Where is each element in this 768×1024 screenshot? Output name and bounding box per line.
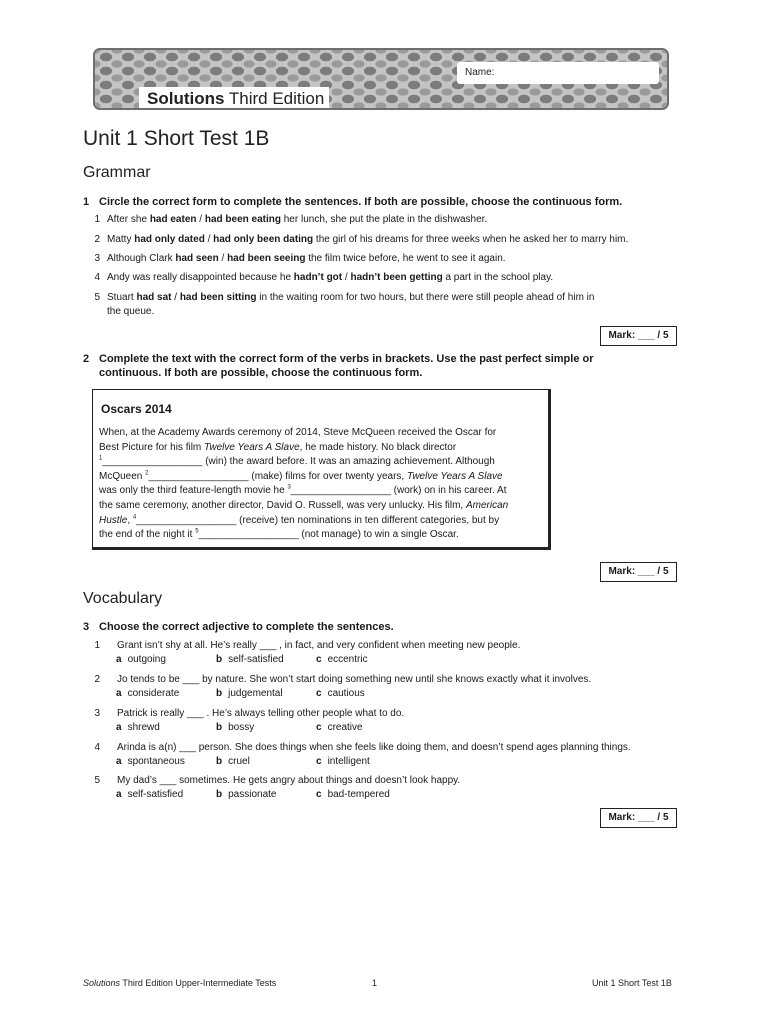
q3-item: [90, 673, 690, 703]
paragraph-line: Hustle, $^4$__________________ (receive) ten nominations in ten different categories, but by: [99, 514, 500, 526]
gap-number: 2: [145, 470, 149, 477]
option-a[interactable]: had sat: [136, 292, 172, 303]
item-text: Jo tends to be ___ by nature. She won’t start doing something new until she knows exactly what it involves.: [117, 674, 592, 685]
q3-item: [90, 639, 690, 669]
option-letter: a: [116, 688, 122, 699]
option-letter: a: [116, 756, 122, 767]
option-a[interactable]: [116, 653, 166, 667]
option-b[interactable]: had been eating: [204, 214, 281, 225]
paragraph-line: When, at the Academy Awards ceremony of 2014, Steve McQueen received the Oscar for: [99, 427, 497, 438]
item-text: Andy was really disappointed because he hadn’t got / hadn’t been getting a part in the school play.: [107, 272, 554, 283]
option-word: judgemental: [228, 688, 283, 699]
gap-number: 1: [99, 455, 103, 462]
oscars-paragraph: [99, 426, 539, 543]
solutions-logo: Solutions Third Edition: [147, 89, 325, 108]
option-letter: a: [116, 654, 122, 665]
option-b[interactable]: [216, 653, 284, 667]
grammar-heading: Grammar: [83, 164, 151, 181]
paragraph-line: McQueen $^2$__________________ (make) films for over twenty years, Twelve Years A Slave: [99, 470, 503, 482]
paragraph-line: the end of the night it $^5$__________________ (not manage) to win a single Oscar.: [99, 528, 459, 541]
q1-mark-box: Mark: ___ / 5: [600, 326, 677, 346]
option-a[interactable]: [116, 687, 179, 701]
option-word: bossy: [228, 722, 255, 733]
item-number: 1: [94, 640, 100, 651]
option-word: considerate: [127, 688, 180, 699]
option-word: self-satisfied: [228, 654, 284, 665]
option-letter: b: [216, 789, 223, 800]
option-a[interactable]: [116, 721, 160, 735]
option-letter: c: [316, 688, 322, 699]
option-word: eccentric: [327, 654, 368, 665]
option-a[interactable]: [116, 788, 183, 802]
option-b[interactable]: had only been dating: [213, 234, 314, 245]
option-word: bad-tempered: [327, 789, 390, 800]
option-a[interactable]: hadn’t got: [293, 272, 343, 283]
paragraph-line: $^1$__________________ (win) the award before. It was an amazing achievement. Although: [99, 455, 495, 468]
option-letter: a: [116, 789, 122, 800]
option-b[interactable]: [216, 788, 276, 802]
option-c[interactable]: [316, 755, 370, 769]
footer-left: Solutions Third Edition Upper-Intermediate Tests: [83, 978, 277, 988]
option-b[interactable]: had been seeing: [227, 253, 306, 264]
option-letter: b: [216, 756, 223, 767]
item-number: 3: [94, 253, 100, 264]
italic-title: Twelve Years A Slave: [406, 470, 503, 482]
italic-title: Hustle: [99, 514, 128, 526]
option-word: cautious: [327, 688, 365, 699]
name-label: Name:: [465, 67, 495, 78]
item-text: Arinda is a(n) ___ person. She does things when she feels like doing them, and doesn’t spend ages planning things.: [117, 742, 631, 753]
paragraph-line: the same ceremony, another director, David O. Russell, was very unlucky. His film, American: [99, 499, 509, 511]
item-text: Stuart had sat / had been sitting in the waiting room for two hours, but there were still people ahead of him in the queue.: [107, 292, 595, 317]
q3-item: [90, 774, 690, 804]
option-word: self-satisfied: [127, 789, 184, 800]
footer-page-number: 1: [372, 978, 378, 988]
q2-mark-box: Mark: ___ / 5: [600, 562, 677, 582]
option-letter: c: [316, 789, 322, 800]
q3-item: [90, 707, 690, 737]
item-text: Matty had only dated / had only been dating the girl of his dreams for three weeks when he asked her to marry him.: [107, 234, 629, 245]
option-word: creative: [327, 722, 363, 733]
option-word: shrewd: [127, 722, 160, 733]
italic-title: Twelve Years A Slave: [204, 441, 300, 453]
paragraph-line: was only the third feature-length movie he $^3$__________________ (work) on in his career. At: [99, 485, 507, 497]
gap-number: 3: [287, 485, 291, 492]
item-number: 4: [94, 272, 100, 283]
q3-item: [90, 741, 690, 771]
option-b[interactable]: [216, 687, 283, 701]
option-b[interactable]: hadn’t been getting: [350, 272, 443, 283]
gap-number: 5: [195, 528, 199, 535]
q3-mark-box: Mark: ___ / 5: [600, 808, 677, 828]
option-b[interactable]: [216, 755, 250, 769]
option-c[interactable]: [316, 687, 365, 701]
header-banner: [93, 48, 669, 110]
option-a[interactable]: had seen: [175, 253, 219, 264]
option-a[interactable]: [116, 755, 185, 769]
page-title: Unit 1 Short Test 1B: [83, 127, 270, 150]
option-letter: b: [216, 722, 223, 733]
option-c[interactable]: [316, 721, 363, 735]
item-text: Patrick is really ___ . He’s always telling other people what to do.: [117, 708, 405, 719]
item-number: 4: [94, 742, 100, 753]
item-number: 3: [94, 708, 100, 719]
option-b[interactable]: had been sitting: [179, 292, 257, 303]
option-letter: c: [316, 756, 322, 767]
item-text: After she had eaten / had been eating her lunch, she put the plate in the dishwasher.: [107, 214, 488, 225]
option-word: spontaneous: [127, 756, 185, 767]
item-text: Although Clark had seen / had been seeing the film twice before, he went to see it again.: [107, 253, 506, 264]
option-word: cruel: [228, 756, 250, 767]
footer-right: Unit 1 Short Test 1B: [592, 978, 672, 988]
option-letter: c: [316, 654, 322, 665]
item-number: 5: [94, 292, 100, 303]
item-text: Grant isn’t shy at all. He’s really ___ , in fact, and very confident when meeting new people.: [117, 640, 521, 651]
paragraph-line: Best Picture for his film Twelve Years A Slave, he made history. No black director: [99, 441, 457, 453]
option-word: outgoing: [127, 654, 166, 665]
item-number: 2: [94, 674, 100, 685]
option-c[interactable]: [316, 653, 368, 667]
option-a[interactable]: had eaten: [149, 214, 197, 225]
oscars-title: Oscars 2014: [101, 402, 172, 416]
option-word: intelligent: [327, 756, 370, 767]
item-number: 2: [94, 234, 100, 245]
vocabulary-heading: Vocabulary: [83, 590, 163, 607]
q1-item: [90, 291, 690, 321]
option-letter: b: [216, 654, 223, 665]
item-text: My dad’s ___ sometimes. He gets angry about things and doesn’t look happy.: [117, 775, 461, 786]
option-letter: b: [216, 688, 223, 699]
italic-title: American: [465, 499, 509, 511]
option-c[interactable]: [316, 788, 390, 802]
option-b[interactable]: [216, 721, 254, 735]
option-letter: a: [116, 722, 122, 733]
item-number: 5: [94, 775, 100, 786]
option-a[interactable]: had only dated: [134, 234, 205, 245]
item-number: 1: [94, 214, 100, 225]
option-letter: c: [316, 722, 322, 733]
oscars-text-box: [92, 389, 551, 550]
gap-number: 4: [132, 514, 137, 521]
option-word: passionate: [228, 789, 277, 800]
